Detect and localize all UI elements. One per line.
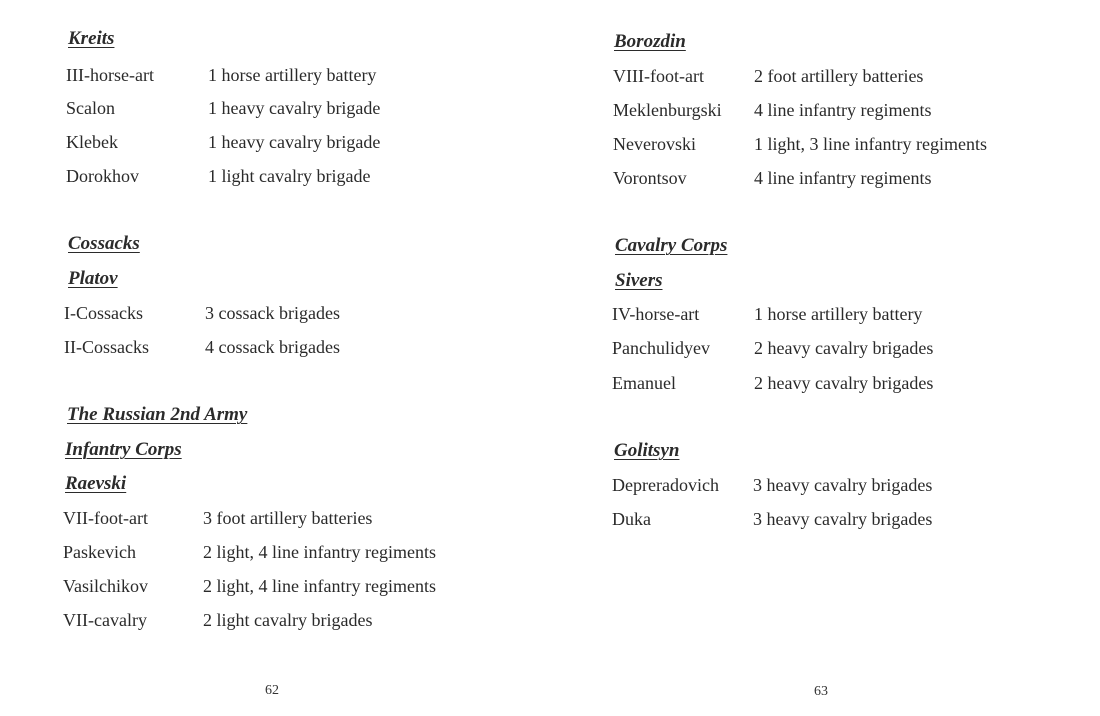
kreits-heading: Kreits — [68, 28, 115, 49]
unit-desc: 1 horse artillery battery — [754, 304, 923, 324]
unit-desc: 3 heavy cavalry brigades — [753, 509, 933, 529]
unit-name: VII-foot-art — [63, 508, 148, 528]
sivers-heading: Sivers — [615, 270, 663, 291]
unit-name: III-horse-art — [66, 65, 154, 85]
unit-desc: 3 heavy cavalry brigades — [753, 475, 933, 495]
cavalry-corps-heading: Cavalry Corps — [615, 235, 728, 256]
unit-name: Emanuel — [612, 373, 676, 393]
unit-name: Neverovski — [613, 134, 696, 154]
unit-desc: 1 light, 3 line infantry regiments — [754, 134, 987, 154]
unit-desc: 2 light cavalry brigades — [203, 610, 373, 630]
golitsyn-heading: Golitsyn — [614, 440, 680, 461]
borozdin-heading: Borozdin — [614, 31, 686, 52]
unit-name: Klebek — [66, 132, 118, 152]
platov-heading: Platov — [68, 268, 118, 289]
unit-name: Depreradovich — [612, 475, 719, 495]
unit-desc: 2 light, 4 line infantry regiments — [203, 576, 436, 596]
unit-desc: 4 line infantry regiments — [754, 100, 932, 120]
unit-name: Scalon — [66, 98, 115, 118]
unit-name: VII-cavalry — [63, 610, 147, 630]
unit-name: II-Cossacks — [64, 337, 149, 357]
unit-desc: 3 cossack brigades — [205, 303, 340, 323]
second-army-heading: The Russian 2nd Army — [67, 404, 248, 425]
unit-desc: 2 light, 4 line infantry regiments — [203, 542, 436, 562]
unit-desc: 1 light cavalry brigade — [208, 166, 371, 186]
unit-desc: 1 horse artillery battery — [208, 65, 377, 85]
unit-desc: 4 line infantry regiments — [754, 168, 932, 188]
unit-name: Vasilchikov — [63, 576, 148, 596]
unit-name: VIII-foot-art — [613, 66, 704, 86]
unit-desc: 1 heavy cavalry brigade — [208, 132, 381, 152]
unit-name: Meklenburgski — [613, 100, 722, 120]
unit-name: Paskevich — [63, 542, 136, 562]
unit-name: Panchulidyev — [612, 338, 710, 358]
unit-desc: 2 heavy cavalry brigades — [754, 338, 934, 358]
unit-name: IV-horse-art — [612, 304, 700, 324]
page-number: 62 — [265, 683, 279, 698]
right-page — [550, 0, 1100, 716]
unit-desc: 4 cossack brigades — [205, 337, 340, 357]
unit-desc: 2 heavy cavalry brigades — [754, 373, 934, 393]
raevski-heading: Raevski — [65, 473, 127, 494]
infantry-corps-heading: Infantry Corps — [65, 439, 182, 460]
unit-name: Vorontsov — [613, 168, 687, 188]
unit-name: Dorokhov — [66, 166, 139, 186]
page-number: 63 — [814, 684, 828, 699]
unit-desc: 2 foot artillery batteries — [754, 66, 924, 86]
unit-name: I-Cossacks — [64, 303, 143, 323]
unit-desc: 1 heavy cavalry brigade — [208, 98, 381, 118]
cossacks-heading: Cossacks — [68, 233, 140, 254]
unit-name: Duka — [612, 509, 651, 529]
unit-desc: 3 foot artillery batteries — [203, 508, 373, 528]
